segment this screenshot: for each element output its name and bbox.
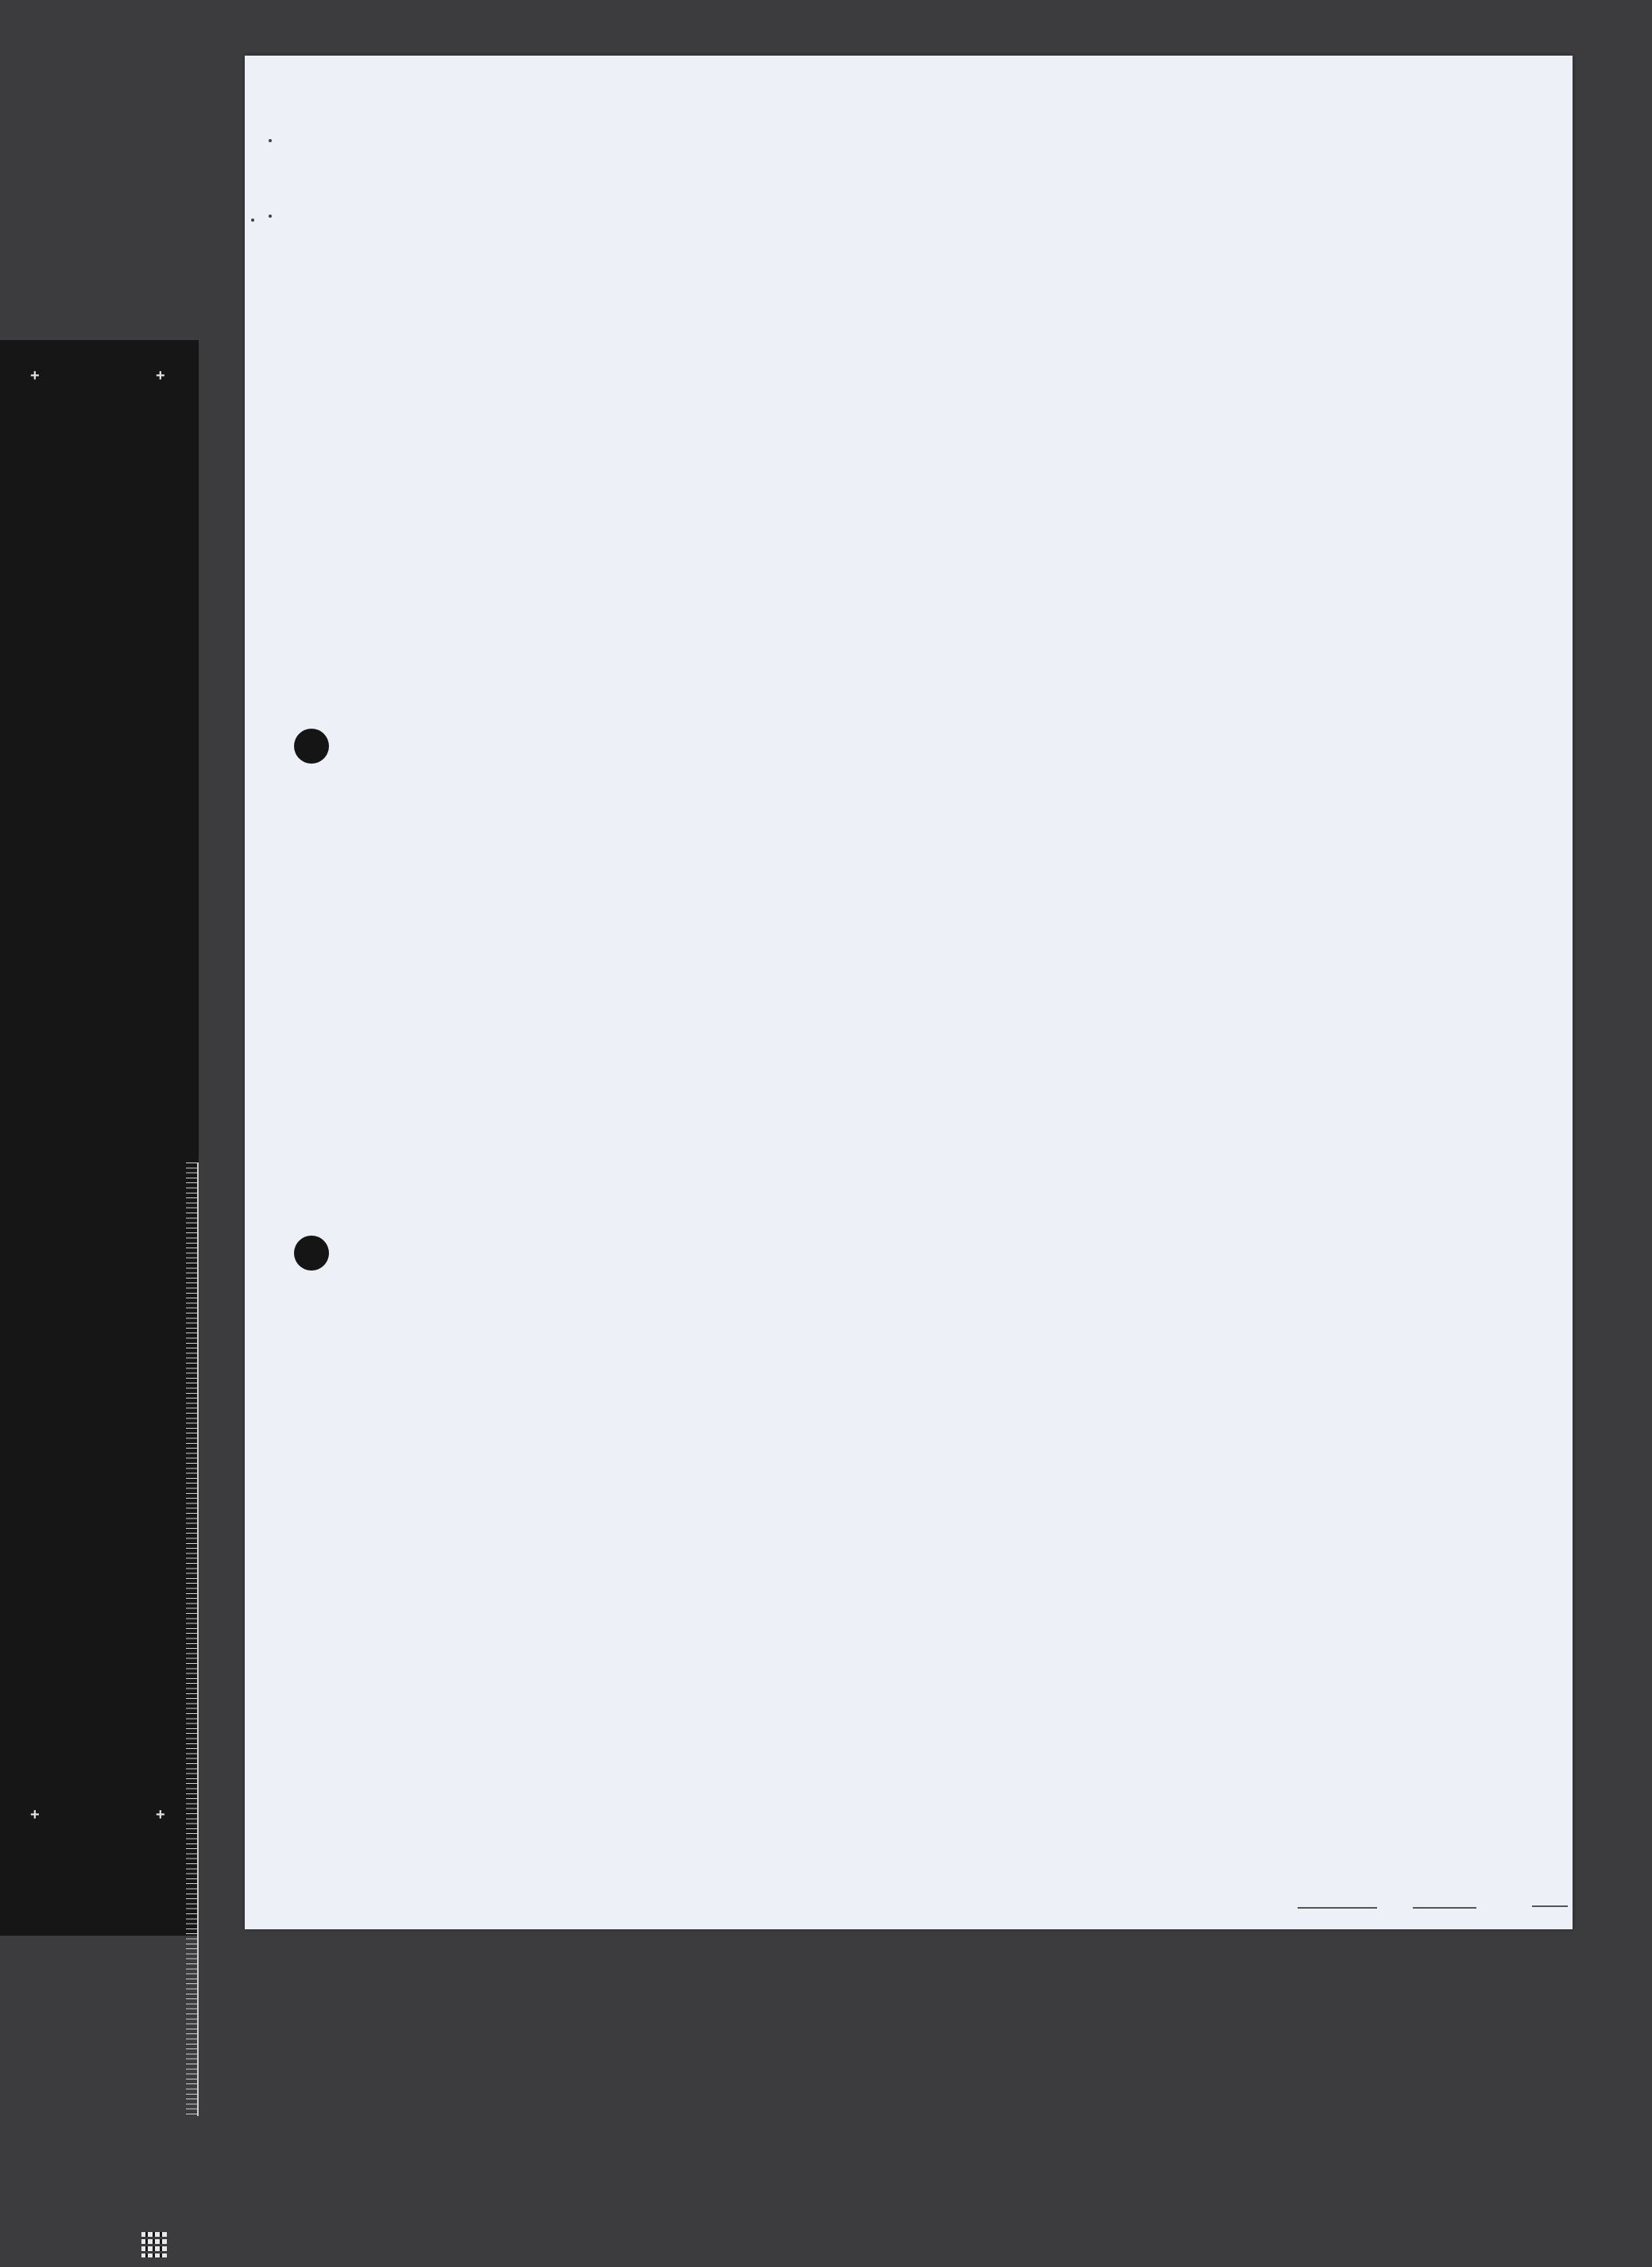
paragraph [459, 256, 1381, 270]
punch-hole [294, 729, 329, 764]
munsell-logo-icon [141, 2232, 167, 2257]
mm-ruler-edge [197, 1163, 199, 2116]
scan-line [1298, 1907, 1377, 1909]
scan-line [1413, 1907, 1476, 1909]
brand-block [44, 2219, 171, 2267]
scan-speck [251, 219, 254, 222]
paragraph [459, 256, 1381, 270]
scan-speck [269, 215, 272, 218]
scan-line [1532, 1905, 1568, 1907]
document-page [245, 56, 1573, 1929]
gray-scale-card [0, 340, 199, 1936]
paragraph [459, 256, 1381, 270]
registration-mark: + [156, 367, 165, 385]
card-credit [175, 785, 194, 1071]
punch-hole [294, 1236, 329, 1271]
letter-body [459, 256, 1381, 270]
registration-mark: + [30, 1806, 40, 1824]
fax-header [245, 89, 1573, 113]
registration-mark: + [156, 1806, 165, 1824]
registration-mark: + [30, 367, 40, 385]
paragraph [459, 256, 1381, 270]
scan-speck [269, 139, 272, 142]
